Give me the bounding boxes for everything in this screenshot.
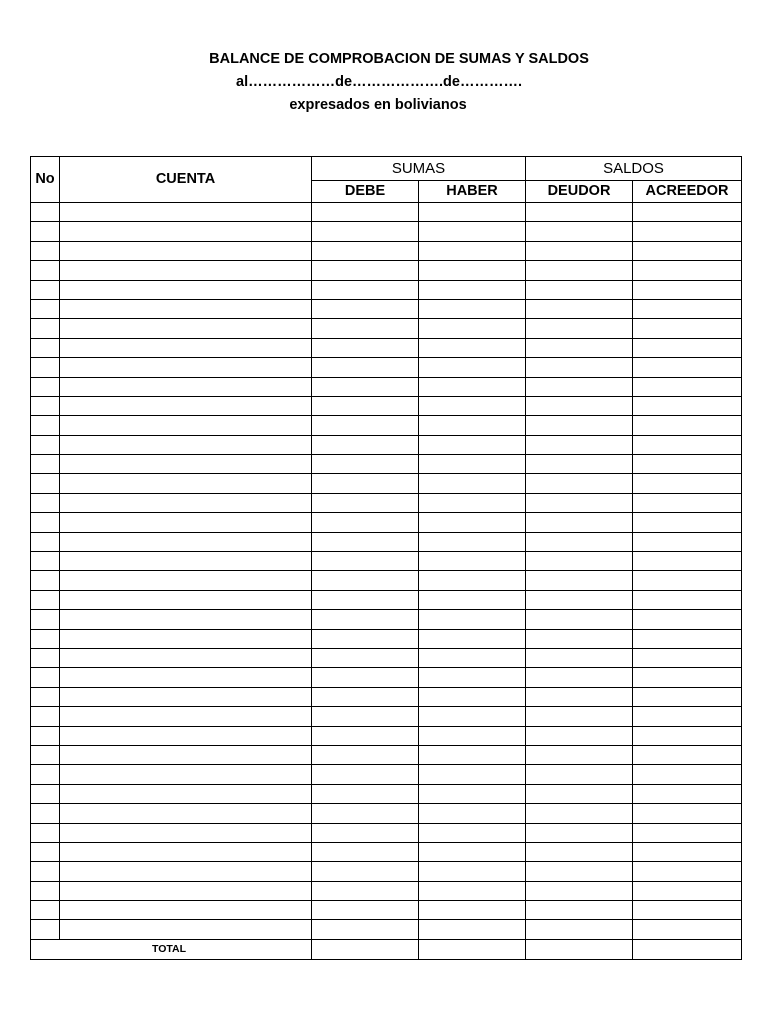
cuenta-cell [60,726,312,745]
cuenta-cell [60,707,312,726]
table-row [31,338,742,357]
debe-cell [312,377,419,396]
table-row [31,784,742,803]
deudor-cell [526,513,633,532]
cuenta-cell [60,745,312,764]
haber-cell [419,920,526,939]
acreedor-cell [633,338,742,357]
haber-cell [419,823,526,842]
haber-cell [419,881,526,900]
deudor-cell [526,726,633,745]
no-cell [31,493,60,512]
debe-cell [312,590,419,609]
debe-cell [312,299,419,318]
cuenta-cell [60,222,312,241]
acreedor-cell [633,358,742,377]
currency-line: expresados en bolivianos [289,97,467,113]
haber-cell [419,610,526,629]
no-cell [31,474,60,493]
cuenta-cell [60,668,312,687]
cuenta-cell [60,823,312,842]
acreedor-cell [633,726,742,745]
table-row [31,280,742,299]
table-row [31,474,742,493]
cuenta-cell [60,338,312,357]
table-row [31,881,742,900]
no-cell [31,338,60,357]
acreedor-cell [633,590,742,609]
acreedor-cell [633,707,742,726]
table-row [31,455,742,474]
deudor-cell [526,765,633,784]
group-header-saldos: SALDOS [526,157,742,181]
no-cell [31,842,60,861]
no-cell [31,571,60,590]
deudor-cell [526,707,633,726]
no-cell [31,435,60,454]
haber-cell [419,532,526,551]
debe-cell [312,804,419,823]
no-cell [31,241,60,260]
deudor-cell [526,610,633,629]
haber-cell [419,222,526,241]
no-cell [31,648,60,667]
no-cell [31,765,60,784]
no-cell [31,726,60,745]
deudor-cell [526,862,633,881]
cuenta-cell [60,881,312,900]
acreedor-cell [633,862,742,881]
table-row [31,552,742,571]
table-row [31,299,742,318]
haber-cell [419,338,526,357]
deudor-cell [526,319,633,338]
acreedor-cell [633,532,742,551]
cuenta-cell [60,493,312,512]
acreedor-cell [633,804,742,823]
deudor-cell [526,590,633,609]
haber-cell [419,377,526,396]
debe-cell [312,765,419,784]
cuenta-cell [60,687,312,706]
acreedor-cell [633,513,742,532]
deudor-cell [526,299,633,318]
cuenta-cell [60,513,312,532]
total-acreedor-cell [633,939,742,959]
no-cell [31,901,60,920]
debe-cell [312,222,419,241]
deudor-cell [526,648,633,667]
haber-cell [419,901,526,920]
haber-cell [419,726,526,745]
deudor-cell [526,532,633,551]
debe-cell [312,901,419,920]
haber-cell [419,804,526,823]
deudor-cell [526,474,633,493]
debe-cell [312,513,419,532]
col-header-debe: DEBE [312,181,419,203]
table-row [31,687,742,706]
deudor-cell [526,901,633,920]
debe-cell [312,416,419,435]
cuenta-cell [60,319,312,338]
deudor-cell [526,881,633,900]
cuenta-cell [60,280,312,299]
acreedor-cell [633,881,742,900]
cuenta-cell [60,396,312,415]
debe-cell [312,784,419,803]
table-row [31,745,742,764]
cuenta-cell [60,261,312,280]
table-row [31,319,742,338]
acreedor-cell [633,280,742,299]
total-row [31,939,742,959]
deudor-cell [526,435,633,454]
no-cell [31,377,60,396]
debe-cell [312,668,419,687]
no-cell [31,358,60,377]
debe-cell [312,862,419,881]
col-header-acreedor: ACREEDOR [633,181,742,203]
debe-cell [312,648,419,667]
deudor-cell [526,784,633,803]
deudor-cell [526,241,633,260]
debe-cell [312,493,419,512]
acreedor-cell [633,203,742,222]
total-label: TOTAL [31,939,312,959]
cuenta-cell [60,241,312,260]
acreedor-cell [633,377,742,396]
no-cell [31,455,60,474]
haber-cell [419,552,526,571]
cuenta-cell [60,377,312,396]
table-row [31,610,742,629]
acreedor-cell [633,241,742,260]
acreedor-cell [633,222,742,241]
acreedor-cell [633,784,742,803]
total-debe-cell [312,939,419,959]
debe-cell [312,920,419,939]
deudor-cell [526,920,633,939]
no-cell [31,261,60,280]
deudor-cell [526,222,633,241]
cuenta-cell [60,455,312,474]
table-row [31,435,742,454]
acreedor-cell [633,842,742,861]
table-row [31,648,742,667]
table-row [31,726,742,745]
deudor-cell [526,668,633,687]
debe-cell [312,532,419,551]
acreedor-cell [633,474,742,493]
table-row [31,862,742,881]
cuenta-cell [60,804,312,823]
cuenta-cell [60,358,312,377]
cuenta-cell [60,610,312,629]
acreedor-cell [633,901,742,920]
haber-cell [419,299,526,318]
no-cell [31,280,60,299]
debe-cell [312,707,419,726]
no-cell [31,629,60,648]
no-cell [31,668,60,687]
table-row [31,416,742,435]
table-row [31,668,742,687]
debe-cell [312,396,419,415]
table-row [31,513,742,532]
table-row [31,920,742,939]
deudor-cell [526,552,633,571]
acreedor-cell [633,435,742,454]
acreedor-cell [633,610,742,629]
cuenta-cell [60,571,312,590]
haber-cell [419,455,526,474]
no-cell [31,881,60,900]
no-cell [31,532,60,551]
haber-cell [419,416,526,435]
acreedor-cell [633,629,742,648]
no-cell [31,222,60,241]
acreedor-cell [633,416,742,435]
no-cell [31,745,60,764]
debe-cell [312,687,419,706]
acreedor-cell [633,920,742,939]
cuenta-cell [60,629,312,648]
table-row [31,261,742,280]
debe-cell [312,745,419,764]
debe-cell [312,455,419,474]
col-header-haber: HABER [419,181,526,203]
acreedor-cell [633,668,742,687]
no-cell [31,784,60,803]
haber-cell [419,435,526,454]
haber-cell [419,707,526,726]
cuenta-cell [60,203,312,222]
cuenta-cell [60,532,312,551]
deudor-cell [526,629,633,648]
date-line: al………………de……………….de…………. [236,74,522,90]
haber-cell [419,571,526,590]
debe-cell [312,881,419,900]
deudor-cell [526,745,633,764]
debe-cell [312,358,419,377]
cuenta-cell [60,842,312,861]
debe-cell [312,338,419,357]
cuenta-cell [60,862,312,881]
table-row [31,707,742,726]
acreedor-cell [633,648,742,667]
haber-cell [419,474,526,493]
haber-cell [419,261,526,280]
cuenta-cell [60,590,312,609]
debe-cell [312,552,419,571]
deudor-cell [526,396,633,415]
table-row [31,358,742,377]
acreedor-cell [633,396,742,415]
acreedor-cell [633,455,742,474]
document-header [0,48,768,117]
cuenta-cell [60,474,312,493]
header-row-groups [31,157,742,181]
table-row [31,222,742,241]
table-row [31,823,742,842]
no-cell [31,396,60,415]
table-row [31,765,742,784]
document-title: BALANCE DE COMPROBACION DE SUMAS Y SALDOS [209,51,589,67]
deudor-cell [526,338,633,357]
acreedor-cell [633,571,742,590]
col-header-no: No [31,157,60,203]
debe-cell [312,842,419,861]
debe-cell [312,280,419,299]
debe-cell [312,571,419,590]
col-header-cuenta: CUENTA [60,157,312,203]
haber-cell [419,241,526,260]
haber-cell [419,745,526,764]
haber-cell [419,358,526,377]
table-row [31,203,742,222]
deudor-cell [526,571,633,590]
deudor-cell [526,687,633,706]
deudor-cell [526,804,633,823]
deudor-cell [526,823,633,842]
cuenta-cell [60,416,312,435]
acreedor-cell [633,261,742,280]
table-row [31,396,742,415]
no-cell [31,687,60,706]
deudor-cell [526,455,633,474]
no-cell [31,203,60,222]
haber-cell [419,319,526,338]
deudor-cell [526,280,633,299]
table-row [31,241,742,260]
cuenta-cell [60,299,312,318]
table-row [31,377,742,396]
table-row [31,629,742,648]
cuenta-cell [60,920,312,939]
acreedor-cell [633,745,742,764]
debe-cell [312,726,419,745]
no-cell [31,707,60,726]
debe-cell [312,435,419,454]
table-row [31,532,742,551]
total-haber-cell [419,939,526,959]
debe-cell [312,203,419,222]
haber-cell [419,784,526,803]
table-row [31,571,742,590]
acreedor-cell [633,552,742,571]
acreedor-cell [633,299,742,318]
no-cell [31,862,60,881]
no-cell [31,513,60,532]
cuenta-cell [60,784,312,803]
deudor-cell [526,416,633,435]
deudor-cell [526,377,633,396]
deudor-cell [526,842,633,861]
cuenta-cell [60,552,312,571]
trial-balance-table [30,156,742,960]
haber-cell [419,687,526,706]
no-cell [31,319,60,338]
acreedor-cell [633,765,742,784]
table-row [31,842,742,861]
acreedor-cell [633,823,742,842]
deudor-cell [526,493,633,512]
total-deudor-cell [526,939,633,959]
haber-cell [419,590,526,609]
debe-cell [312,629,419,648]
no-cell [31,299,60,318]
haber-cell [419,765,526,784]
no-cell [31,804,60,823]
col-header-deudor: DEUDOR [526,181,633,203]
cuenta-cell [60,648,312,667]
cuenta-cell [60,901,312,920]
debe-cell [312,319,419,338]
haber-cell [419,648,526,667]
debe-cell [312,823,419,842]
no-cell [31,552,60,571]
debe-cell [312,610,419,629]
acreedor-cell [633,493,742,512]
no-cell [31,416,60,435]
deudor-cell [526,358,633,377]
deudor-cell [526,261,633,280]
no-cell [31,823,60,842]
table-row [31,590,742,609]
debe-cell [312,474,419,493]
haber-cell [419,842,526,861]
debe-cell [312,261,419,280]
haber-cell [419,629,526,648]
deudor-cell [526,203,633,222]
debe-cell [312,241,419,260]
haber-cell [419,203,526,222]
haber-cell [419,396,526,415]
no-cell [31,610,60,629]
haber-cell [419,862,526,881]
group-header-sumas: SUMAS [312,157,526,181]
acreedor-cell [633,687,742,706]
table-row [31,901,742,920]
haber-cell [419,513,526,532]
cuenta-cell [60,435,312,454]
no-cell [31,920,60,939]
cuenta-cell [60,765,312,784]
table-row [31,804,742,823]
haber-cell [419,280,526,299]
acreedor-cell [633,319,742,338]
no-cell [31,590,60,609]
haber-cell [419,493,526,512]
table-row [31,493,742,512]
haber-cell [419,668,526,687]
